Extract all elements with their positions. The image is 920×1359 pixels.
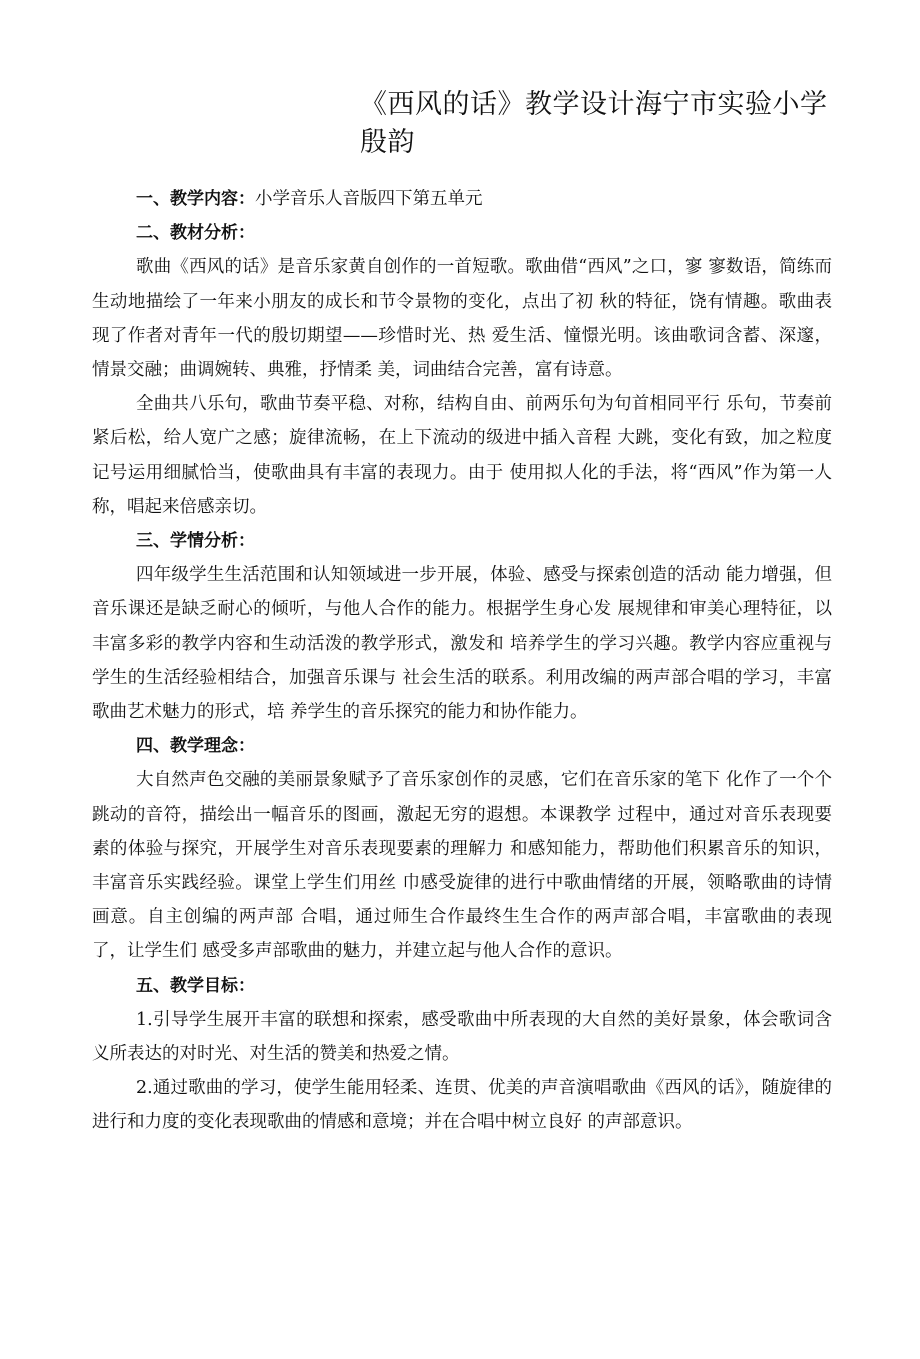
section-heading-teaching-philosophy: 四、教学理念： (136, 736, 255, 757)
document-body (92, 182, 832, 1140)
goal-item: 1.引导学生展开丰富的联想和探索，感受歌曲中所表现的大自然的美好景象，体会歌词含义所表达的对时光、对生活的赞美和热爱之情。 (92, 1009, 832, 1065)
section-heading-label: 一、教学内容： (136, 189, 255, 209)
paragraph: 全曲共八乐句，歌曲节奏平稳、对称，结构自由、前两乐句为句首相同平行 乐句，节奏前紧后松，给人宽广之感；旋律流畅，在上下流动的级进中插入音程 大跳，变化有致，加之粒度记号运用细腻恰当，使歌曲具有丰富的表现力。由于 使用拟人化的手法，将“西风”作为第一人称，唱起来倍感亲切。 (92, 394, 832, 517)
teaching-content-text: 小学音乐人音版四下第五单元 (255, 189, 483, 209)
paragraph: 四年级学生生活范围和认知领域进一步开展，体验、感受与探索创造的活动 能力增强，但音乐课还是缺乏耐心的倾听，与他人合作的能力。根据学生身心发 展规律和审美心理特征，以丰富多彩的教学内容和生动活泼的教学形式，激发和 培养学生的学习兴趣。教学内容应重视与学生的生活经验相结合，加强音乐课与 社会生活的联系。利用改编的两声部合唱的学习，丰富歌曲艺术魅力的形式，培 养学生的音乐探究的能力和协作能力。 (92, 565, 832, 723)
document-title: 《西风的话》教学设计海宁市实验小学殷韵 (360, 89, 828, 158)
paragraph: 大自然声色交融的美丽景象赋予了音乐家创作的灵感，它们在音乐家的笔下 化作了一个个跳动的音符，描绘出一幅音乐的图画，激起无穷的遐想。本课教学 过程中，通过对音乐表现要素的体验与探究，开展学生对音乐表现要素的理解力 和感知能力，帮助他们积累音乐的知识，丰富音乐实践经验。课堂上学生们用丝 巾感受旋律的进行中歌曲情绪的开展，领略歌曲的诗情画意。自主创编的两声部 合唱，通过师生合作最终生生合作的两声部合唱，丰富歌曲的表现了，让学生们 感受多声部歌曲的魅力，并建立起与他人合作的意识。 (92, 770, 832, 962)
paragraph: 歌曲《西风的话》是音乐家黄自创作的一首短歌。歌曲借“西风”之口，寥 寥数语，简练而生动地描绘了一年来小朋友的成长和节令景物的变化，点出了初 秋的特征，饶有情趣。歌曲表现了作者对青年一代的殷切期望——珍惜时光、热 爱生活、憧憬光明。该曲歌词含蓄、深邃，情景交融；曲调婉转、典雅，抒情柔 美，词曲结合完善，富有诗意。 (92, 257, 832, 381)
section-heading-teaching-goals: 五、教学目标： (136, 975, 255, 996)
section-heading-student-analysis: 三、学情分析： (136, 531, 255, 552)
section-heading-content (92, 182, 832, 216)
section-heading-material-analysis: 二、教材分析： (136, 223, 255, 244)
goal-item: 2.通过歌曲的学习，使学生能用轻柔、连贯、优美的声音演唱歌曲《西风的话》，随旋律的进行和力度的变化表现歌曲的情感和意境；并在合唱中树立良好 的声部意识。 (92, 1078, 832, 1133)
